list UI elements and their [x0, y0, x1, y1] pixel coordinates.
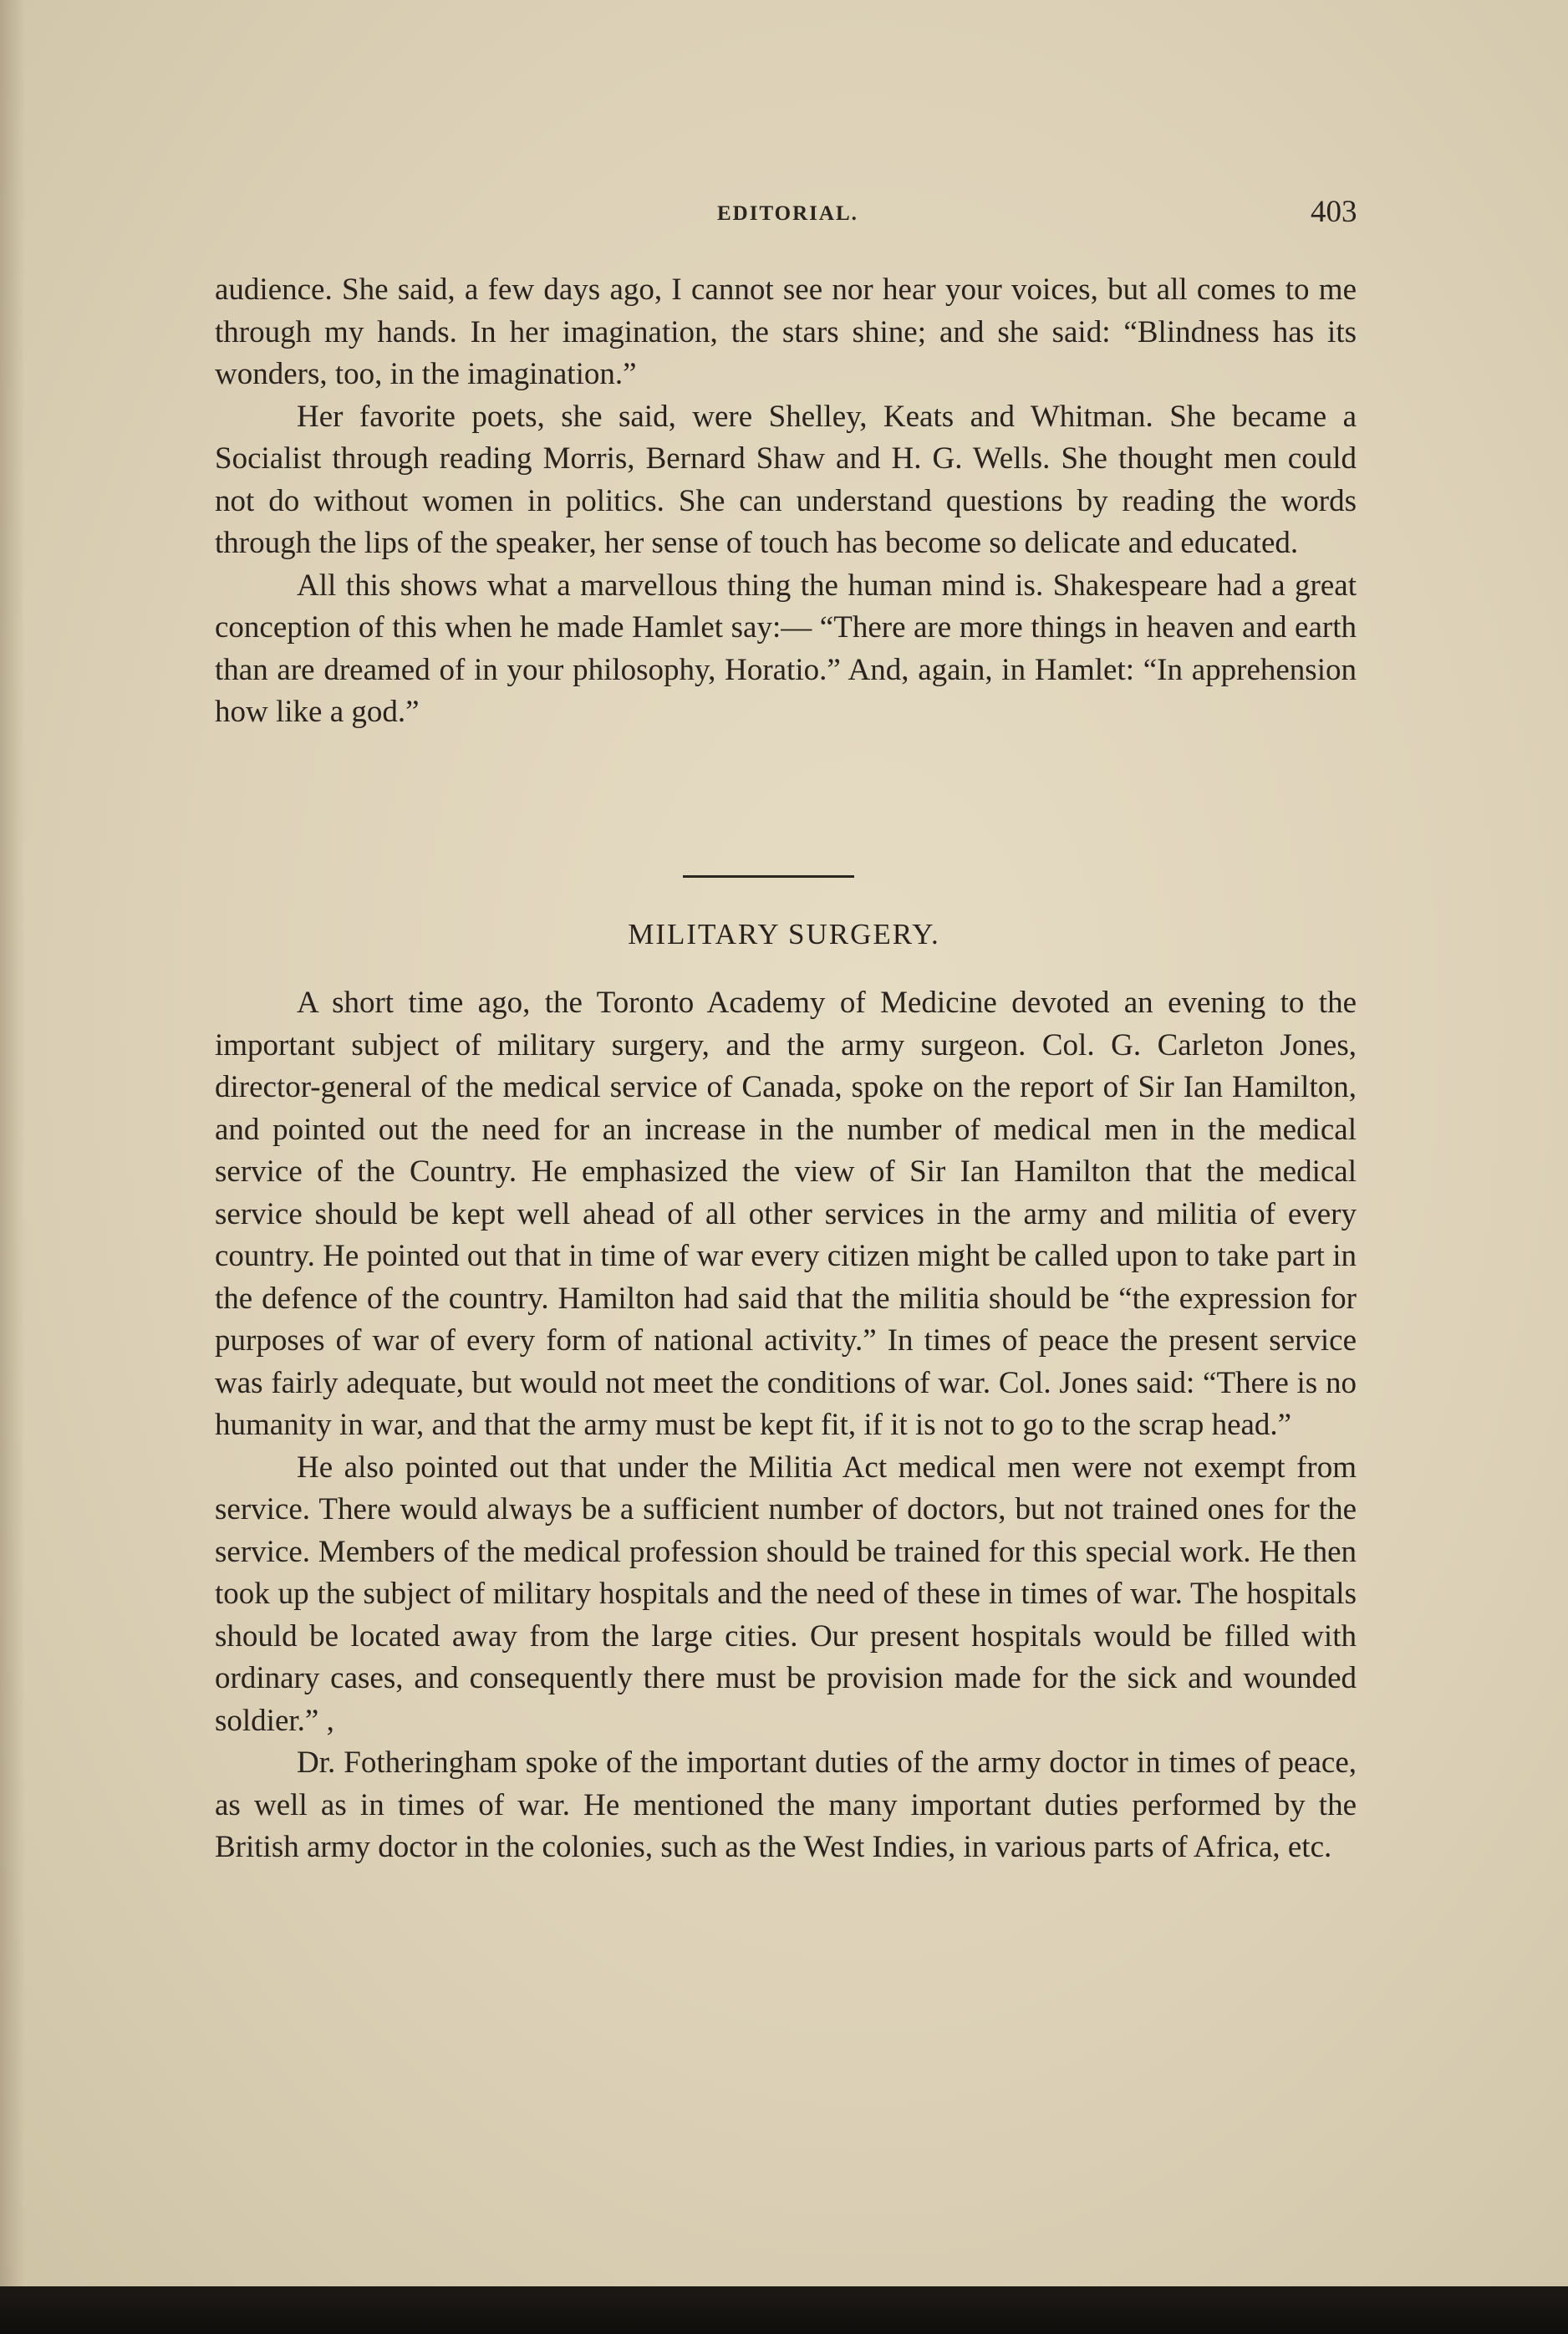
- paragraph: audience. She said, a few days ago, I cannot see nor hear your voices, but all comes to me through my hands. In her imagination, the stars shine; and she said: “Blindness has its wonders, too, in the imagination.”: [215, 273, 1357, 391]
- paragraph: Dr. Fotheringham spoke of the important duties of the army doctor in times of peace, as well as in times of war. He mentioned the many important duties performed by the British army doctor in the colonies, such as the West Indies, in various parts of Africa, etc.: [215, 1745, 1357, 1864]
- paragraph: Her favorite poets, she said, were Shelley, Keats and Whitman. She became a Socialist through reading Morris, Bernard Shaw and H. G. Wells. She thought men could not do without women in politics. She can understand questions by reading the words through the lips of the speaker, her sense of touch has become so delicate and educated.: [215, 399, 1357, 560]
- military-surgery-article: [215, 982, 1357, 1869]
- page-number: 403: [1311, 195, 1357, 229]
- section-divider-rule: [683, 875, 854, 878]
- section-heading: MILITARY SURGERY.: [628, 918, 940, 950]
- paragraph: He also pointed out that under the Militia Act medical men were not exempt from service. There would always be a sufficient number of doctors, but not trained ones for the service. Members of the medical profession should be trained for this special work. He then took up the subject of military hospitals and the need of these in times of war. The hospitals should be located away from the large cities. Our present hospitals would be filled with ordinary cases, and consequently there must be provision made for the sick and wounded soldier.” ,: [215, 1450, 1357, 1738]
- article-continued-text: [215, 269, 1357, 734]
- page-edge-shading: [0, 0, 25, 2286]
- running-header: [0, 194, 1568, 236]
- paragraph: All this shows what a marvellous thing the human mind is. Shakespeare had a great conception of this when he made Hamlet say:— “There are more things in heaven and earth than are dreamed of in your philosophy, Horatio.” And, again, in Hamlet: “In apprehension how like a god.”: [215, 568, 1357, 729]
- scan-bottom-shadow: [0, 2286, 1568, 2334]
- paragraph: A short time ago, the Toronto Academy of Medicine devoted an evening to the important subject of military surgery, and the army surgeon. Col. G. Carleton Jones, director-general of the medical service of Canada, spoke on the report of Sir Ian Hamilton, and pointed out the need for an increase in the number of medical men in the medical service of the Country. He emphasized the view of Sir Ian Hamilton that the medical service should be kept well ahead of all other services in the army and militia of every country. He pointed out that in time of war every citizen might be called upon to take part in the defence of the country. Hamilton had said that the militia should be “the expression for purposes of war of every form of national activity.” In times of peace the present service was fairly adequate, but would not meet the conditions of war. Col. Jones said: “There is no humanity in war, and that the army must be kept fit, if it is not to go to the scrap head.”: [215, 986, 1357, 1442]
- running-title: EDITORIAL.: [717, 202, 858, 225]
